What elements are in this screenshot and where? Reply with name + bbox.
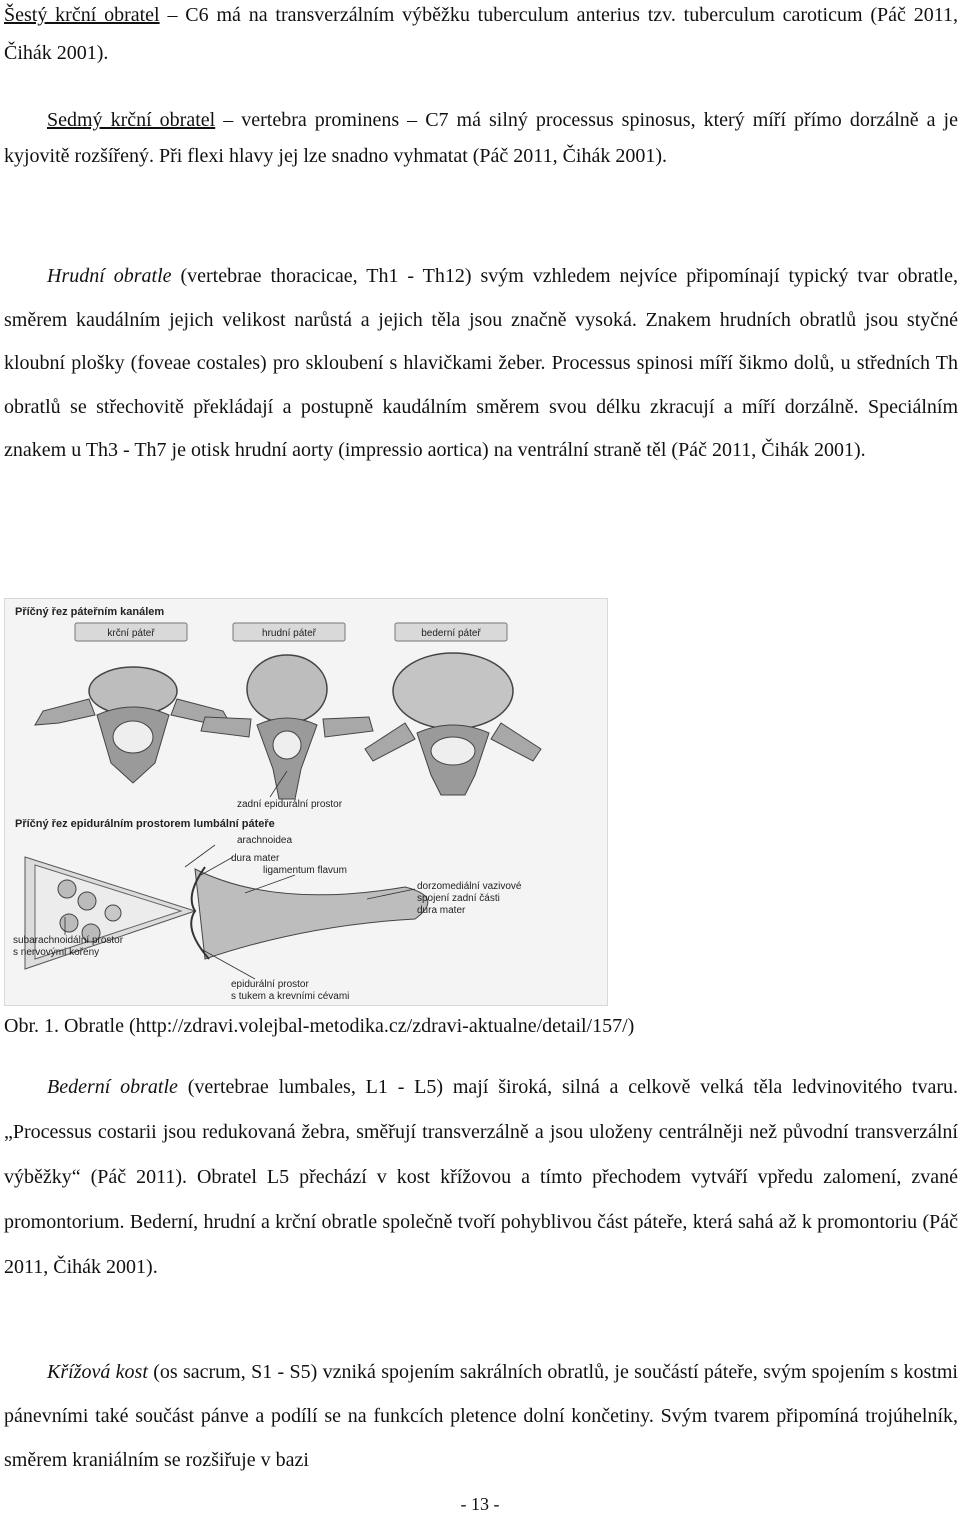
term-sacrum: Křížová kost [47,1361,148,1383]
figure-caption: Obr. 1. Obratle (http://zdravi.volejbal-metodika.cz/zdravi-aktualne/detail/157/) [4,1015,635,1037]
tab-lumbar: bederní páteř [421,628,481,639]
term-c7: Sedmý krční obratel [47,109,216,131]
cervical-vertebra-drawing [35,667,231,783]
paragraph-c6-text: – C6 má na transverzálním výběžku tuberculum anterius tzv. tuberculum caroticum (Páč 2011, Čihák 2001). [4,4,958,64]
label-arachnoidea: arachnoidea [237,835,293,846]
paragraph-lumbar [4,1065,958,1290]
paragraph-sacrum-text: (os sacrum, S1 - S5) vzniká spojením sakrálních obratlů, je součástí páteře, svým spojením s kostmi pánevními také součást pánve a podílí se na funkcích pletence dolní končetiny. Svým tvarem připomíná trojúhelník, směrem kraniálním se rozšiřuje v bazi [4,1361,958,1471]
label-epiduralni-1: epidurální prostor [231,979,309,990]
term-thoracic: Hrudní obratle [47,265,172,287]
label-epiduralni-2: s tukem a krevními cévami [231,991,350,1002]
lumbar-vertebra-drawing [365,653,541,795]
thoracic-vertebra-drawing [201,655,373,799]
label-dorzomedialni-3: dura mater [417,905,466,916]
label-subarachnoidalni-1: subarachnoidální prostor [13,935,124,946]
paragraph-thoracic-text: (vertebrae thoracicae, Th1 - Th12) svým vzhledem nejvíce připomínají typický tvar obratle, směrem kaudálním jejich velikost narůstá a jejich těla jsou značně vysoká. Znakem hrudních obratlů jsou styčné kloubní plošky (foveae costales) pro skloubení s hlavičkami žeber. Processus spinosi míří šikmo dolů, u středních Th obratlů se střechovitě překládají a postupně kaudálním směrem svou délku zkracují a míří dorzálně. Speciálním znakem u Th3 - Th7 je otisk hrudní aorty (impressio aortica) na ventrální straně těl (Páč 2011, Čihák 2001). [4,265,958,461]
label-dura-mater: dura mater [231,853,280,864]
vertebrae-illustration [5,599,607,1005]
label-subarachnoidalni-2: s nervovými kořeny [13,947,100,958]
tab-thoracic: hrudní páteř [262,628,316,639]
paragraph-lumbar-text: (vertebrae lumbales, L1 - L5) mají široká, silná a celkově velká těla ledvinovitého tvaru. „Processus costarii jsou redukovaná žebra, směřují transverzálně a jsou uloženy centrálněji než původní transverzální výběžky“ (Páč 2011). Obratel L5 přechází v kost křížovou a tímto přechodem vytváří vpředu zalomení, zvané promontorium. Bederní, hrudní a krční obratle společně tvoří pohyblivou část páteře, která sahá až k promontoriu (Páč 2011, Čihák 2001). [4,1076,958,1278]
label-dorzomedialni-1: dorzomediální vazivové [417,881,522,892]
term-c6: Šestý krční obratel [4,4,160,26]
tab-cervical: krční páteř [107,628,155,639]
paragraph-c7 [4,102,958,174]
figure-title-top: Příčný řez páteřním kanálem [15,606,165,618]
page-number: - 13 - [460,1494,500,1514]
paragraph-c6 [4,0,958,72]
label-dorzomedialni-2: spojení zadní části [417,893,500,904]
label-zadni-epiduralni: zadní epidurální prostor [237,799,343,810]
vertebrae-figure [4,598,608,1006]
term-lumbar: Bederní obratle [47,1076,178,1098]
label-ligamentum-flavum: ligamentum flavum [263,865,347,876]
figure-title-bottom: Příčný řez epidurálním prostorem lumbální páteře [15,818,275,830]
paragraph-c7-text: – vertebra prominens – C7 má silný processus spinosus, který míří přímo dorzálně a je kyjovitě rozšířený. Při flexi hlavy jej lze snadno vyhmatat (Páč 2011, Čihák 2001). [4,109,958,167]
paragraph-sacrum [4,1350,958,1482]
paragraph-thoracic [4,255,958,473]
